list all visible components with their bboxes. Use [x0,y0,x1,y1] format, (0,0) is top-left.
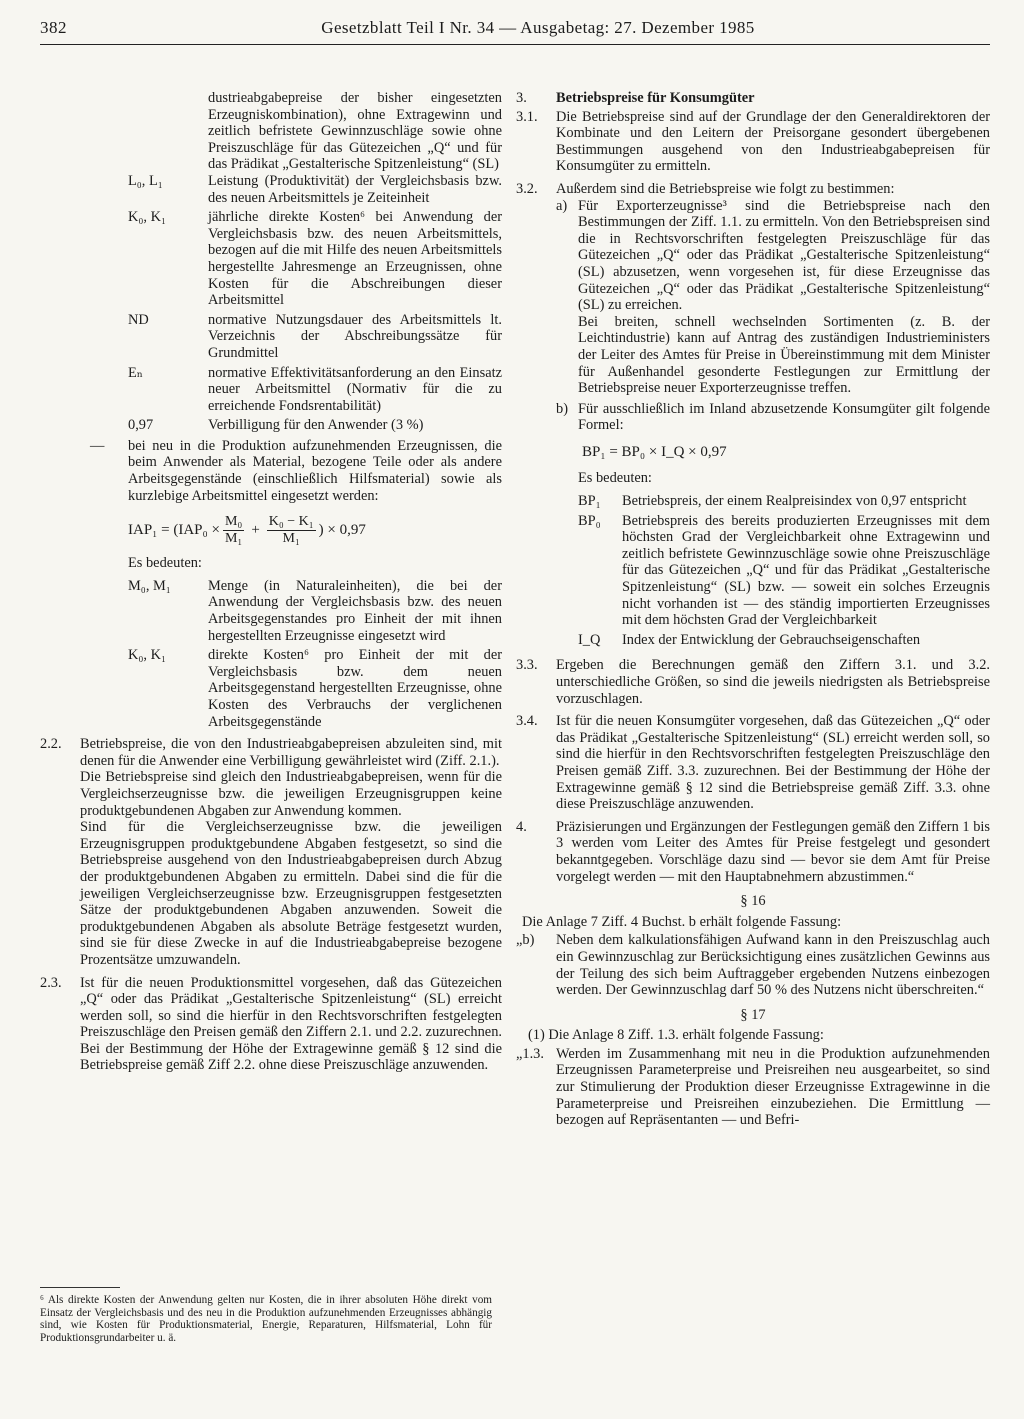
dash-item [40,438,502,504]
section-number: 2.3. [40,974,62,991]
definition-text: Verbilligung für den Anwender (3 %) [208,417,424,434]
item-a-p1: Für Exporterzeugnisse³ sind die Betriebspreise nach den Bestimmungen der Ziff. 1.1. zu ermitteln. Von den Betriebspreisen sind die in Rechtsvorschriften festgelegten Preiszuschläge für das Gütezeichen „Q“ oder das Prädikat „Gestalterische Spitzenleistung“ (SL) abzusetzen, wenn vorgesehen ist, für diese Erzeugnisse das Gütezeichen „Q“ oder das Prädikat „Gestalterische Spitzenleistung“ (SL) zu erreichen. [578,197,990,314]
running-title: Gesetzblatt Teil I Nr. 34 — Ausgabetag: 27. Dezember 1985 [321,18,755,37]
definition-row [40,209,502,309]
section-3-2 [516,181,990,651]
definition-row [578,632,990,649]
definition-row [40,578,502,644]
definition-text: normative Effektivitätsanforderung an den Einsatz neuer Arbeitsmittel (Normativ für die zu erreichende Fondsrentabilität) [208,364,502,414]
left-column [40,90,502,1074]
definition-row [40,312,502,362]
definition-text: Index der Entwicklung der Gebrauchseigenschaften [622,631,921,648]
definition-text: jährliche direkte Kosten⁶ bei Anwendung der Vergleichsbasis bzw. des neuen Arbeitsmittels, bezogen auf die mit Hilfe des neuen Arbeitsmittels hergestellte Jahresmenge an Erzeugnissen, ohne Kosten für die Abschreibungen dieser Arbeitsmittel [208,209,502,309]
section-3-title: Betriebspreise für Konsumgüter [556,90,755,106]
right-column [516,90,990,1129]
es-bedeuten-left: Es bedeuten: [128,555,202,572]
formula-plus: + [251,522,260,539]
section-3-1 [516,109,990,175]
definition-text: Betriebspreis des bereits produzierten Erzeugnisses mit dem höchsten Grad der Vergleichbarkeit ohne Extragewinn und zeitlich befristete Gewinnzuschläge sowie ohne Preiszuschläge für das Gütezeichen „Q“ und für das Prädikat „Gestalterische Spitzenleistung“ (SL) bzw. — soweit ein solches Erzeugnis nicht vorhanden ist — des ständig importierten Erzeugnisses mit dem höchsten Grad der Vergleichbarkeit [622,512,990,629]
item-letter: a) [556,197,568,214]
es-bedeuten-right: Es bedeuten: [578,470,652,487]
section-number: 3. [516,90,527,106]
paragraph-16-heading: § 16 [740,893,766,910]
dash-marker: — [90,437,105,454]
section-2-3-text: Ist für die neuen Produktionsmittel vorgesehen, daß das Gütezeichen „Q“ oder das Prädikat „Gestalterische Spitzenleistung“ (SL) erreicht werden soll, so sind die hierfür in den Rechtsvorschriften festgelegten Preiszuschläge den Preisen gemäß den Ziffern 2.1. und 2.2. zuzurechnen. Bei der Bestimmung der Höhe der Extragewinne gemäß § 12 sind die Betriebspreise gemäß Ziff 2.2. ohne diese Preiszuschläge anzuwenden. [80,974,502,1074]
section-number: „1.3. [516,1045,544,1062]
definition-symbol: M₀, M₁ [128,577,171,594]
definition-symbol: Eₙ [128,364,144,381]
section-3-4 [516,713,990,813]
definition-text: normative Nutzungsdauer des Arbeitsmittels lt. Verzeichnis der Abschreibungssätze für Grundmittel [208,311,502,361]
item-a-p2: Bei breiten, schnell wechselnden Sortimenten (z. B. der Leichtindustrie) kann auf Antrag des zuständigen Industrieministers der Leiter des Amtes für Preise in Übereinstimmung mit dem Minister für Außenhandel gesonderte Festlegungen zur Ermittlung der Betriebspreise neuer Exporterzeugnisse treffen. [578,313,990,397]
section-number: 3.2. [516,180,538,197]
section-4 [516,819,990,885]
item-b [556,401,990,652]
fraction-k-bottom: M₁ [282,531,300,547]
paragraph-17-heading: § 17 [740,1006,766,1023]
section-3-3 [516,657,990,707]
paragraph-17-1-3 [516,1046,990,1129]
fraction-m-bottom: M₁ [224,531,243,547]
section-number: 2.2. [40,736,62,753]
fraction-k-top: K₀ − K₁ [268,514,314,530]
definition-text: Leistung (Produktivität) der Vergleichsbasis bzw. des neuen Arbeitsmittels je Zeiteinheit [208,172,502,206]
definition-list-3 [578,493,990,648]
header-rule [40,44,990,45]
page-header [40,18,990,46]
formula-rhs: ) × 0,97 [318,522,366,539]
section-2-3 [40,975,502,1075]
paragraph-16-b [516,932,990,998]
definition-row [40,173,502,206]
definition-symbol: BP₁ [578,493,601,510]
section-2-2-p2: Die Betriebspreise sind gleich den Industrieabgabepreisen, wenn für die Vergleichserzeugnisse bzw. die jeweiligen Erzeugnisgruppen keine produktgebundenen Abgaben zur Anwendung kommen. [80,769,502,819]
formula-lhs: IAP₁ = (IAP₀ × [128,522,220,539]
definition-symbol: I_Q [578,631,601,648]
footnote-6: ⁶ Als direkte Kosten der Anwendung gelten nur Kosten, die in ihrer absoluten Höhe direkt vom Einsatz der Vergleichsbasis und des neu in die Produktion aufzunehmenden Erzeugnisses abhängig sind, wie Kosten für Produktionsmaterial, Energie, Reparaturen, Hilfsmaterial, Lohn für Produktionsgrundarbeiter u. ä. [40,1294,492,1344]
definition-text: Menge (in Naturaleinheiten), die bei der Anwendung der Vergleichsbasis bzw. des neuen Arbeitsgegenstandes pro Einheit der mit ihnen hergestellten Erzeugnisse eingesetzt wird [208,577,502,644]
paragraph-17-1-3-text: Werden im Zusammenhang mit neu in die Produktion aufzunehmenden Erzeugnissen Parameterpreise und Preisreihen neu ausgearbeitet, so sind zur Stimulierung der Produktion dieser Erzeugnisse Extragewinne in die Parameterpreise und Preisreihen einzubeziehen. Die Ermittlung — bezogen auf Repräsentanten — und Befri- [556,1045,990,1129]
paragraph-17-intro: (1) Die Anlage 8 Ziff. 1.3. erhält folgende Fassung: [528,1027,824,1044]
definition-symbol: K₀, K₁ [128,209,167,226]
item-b-text: Für ausschließlich im Inland abzusetzende Konsumgüter gilt folgende Formel: [578,400,990,434]
definition-symbol: L₀, L₁ [128,172,163,189]
definition-text: Betriebspreis, der einem Realpreisindex von 0,97 entspricht [622,493,967,510]
definition-row [578,493,990,510]
dash-item-text: bei neu in die Produktion aufzunehmenden Erzeugnissen, die beim Anwender als Material, bezogene Teile oder als andere Arbeitsgegenstände (einschließlich Hilfsmaterial) sowie als kurzlebige Arbeitsmittel eingesetzt werden: [128,437,502,504]
section-number: 3.1. [516,108,538,125]
item-letter: b) [556,400,568,417]
item-a [556,198,990,397]
intro-text: dustrieabgabepreise der bisher eingesetzten Erzeugniskombination), ohne Extragewinn und zeitlich befristete Gewinnzuschläge sowie ohne Preiszuschläge für das Gütezeichen „Q“ und für das Prädikat „Gestalterische Spitzenleistung“ (SL) [208,90,502,173]
section-3-1-text: Die Betriebspreise sind auf der Grundlage der den Generaldirektoren der Kombinate und den Leitern der Preisorgane gesondert übergebenen Bestimmungen ausgehend von den Industrieabgabepreisen für Konsumgüter zu ermitteln. [556,108,990,175]
paragraph-16-b-text: Neben dem kalkulationsfähigen Aufwand kann in den Preiszuschlag auch ein Gewinnzuschlag zur Berücksichtigung eines zusätzlichen Gewinns aus der Teilung des sich beim Auftraggeber ergebenden Nutzens einbezogen werden. Der Gewinnzuschlag darf 50 % des Nutzens nicht überschreiten.“ [556,932,990,999]
section-4-text: Präzisierungen und Ergänzungen der Festlegungen gemäß den Ziffern 1 bis 3 werden vom Leiter des Amtes für Preise festgelegt und gesondert bekanntgegeben. Vorschläge dazu sind — bevor sie dem Amt für Preise vorgelegt werden — mit den Hauptabnehmern abzustimmen.“ [556,818,990,885]
section-3-4-text: Ist für die neuen Konsumgüter vorgesehen, daß das Gütezeichen „Q“ oder das Prädikat „Gestalterische Spitzenleistung“ (SL) erreicht werden soll, so sind die hierfür in den Rechtsvorschriften festgelegten Preiszuschläge den Preisen gemäß Ziff. 3.3. zuzurechnen. Bei der Bestimmung der Höhe der Extragewinne gemäß § 12 sind die Betriebspreise gemäß Ziff. 3.3. ohne diese Preiszuschläge anzuwenden. [556,713,990,813]
definition-text: direkte Kosten⁶ pro Einheit der mit der Vergleichsbasis bzw. dem neuen Arbeitsgegenstand hergestellten Erzeugnisse, ohne Kosten des Verbrauchs der verglichenen Arbeitsgegenstände [208,647,502,730]
definition-row [40,417,502,434]
definition-symbol: 0,97 [128,417,154,434]
footnote-rule [40,1287,120,1288]
fraction-k [267,514,316,547]
definition-row [40,647,502,730]
section-3-3-text: Ergeben die Berechnungen gemäß den Ziffern 3.1. und 3.2. unterschiedliche Größen, so sind die jeweils niedrigsten als Betriebspreise vorzuschlagen. [556,657,990,707]
section-3-2-text: Außerdem sind die Betriebspreise wie folgt zu bestimmen: [556,180,895,197]
section-number: 4. [516,818,527,835]
item-letter: „b) [516,932,535,949]
definition-list-1 [40,173,502,434]
definition-symbol: BP₀ [578,512,601,529]
section-2-2-p1: Betriebspreise, die von den Industrieabgabepreisen abzuleiten sind, mit denen für die Anwender eine Verbilligung gewährleistet wird (Ziff. 2.1.). [80,736,502,769]
definition-row [578,513,990,629]
definition-symbol: K₀, K₁ [128,647,167,664]
section-number: 3.3. [516,657,538,674]
definition-row [40,365,502,415]
definition-symbol: ND [128,311,149,328]
page-number: 382 [40,18,67,37]
formula-iap [128,514,502,547]
fraction-m [223,514,244,547]
formula-bp: BP₁ = BP₀ × I_Q × 0,97 [582,443,727,460]
definition-list-2 [40,578,502,730]
section-2-2-p3: Sind für die Vergleichserzeugnisse bzw. die jeweiligen Erzeugnisgruppen produktgebundene Abgaben festgesetzt, so sind die Betriebspreise ausgehend von den Industrieabgabepreisen durch Abzug der produktgebundenen Abgaben zu ermitteln. Dabei sind die für die jeweiligen Vergleichserzeugnisse bzw. Erzeugnisgruppen festgesetzten Sätze der produktgebundenen Abgaben anzuwenden. Soweit die produktgebundenen Abgaben als absolute Beträge festgesetzt wurden, sind sie für diese Zwecke in auf die Industrieabgabepreise bezogene Prozentsätze umzuwandeln. [80,819,502,968]
paragraph-16-intro: Die Anlage 7 Ziff. 4 Buchst. b erhält folgende Fassung: [522,913,842,930]
section-3 [516,90,990,107]
fraction-m-top: M₀ [224,514,243,530]
section-number: 3.4. [516,713,538,730]
section-2-2 [40,736,502,968]
